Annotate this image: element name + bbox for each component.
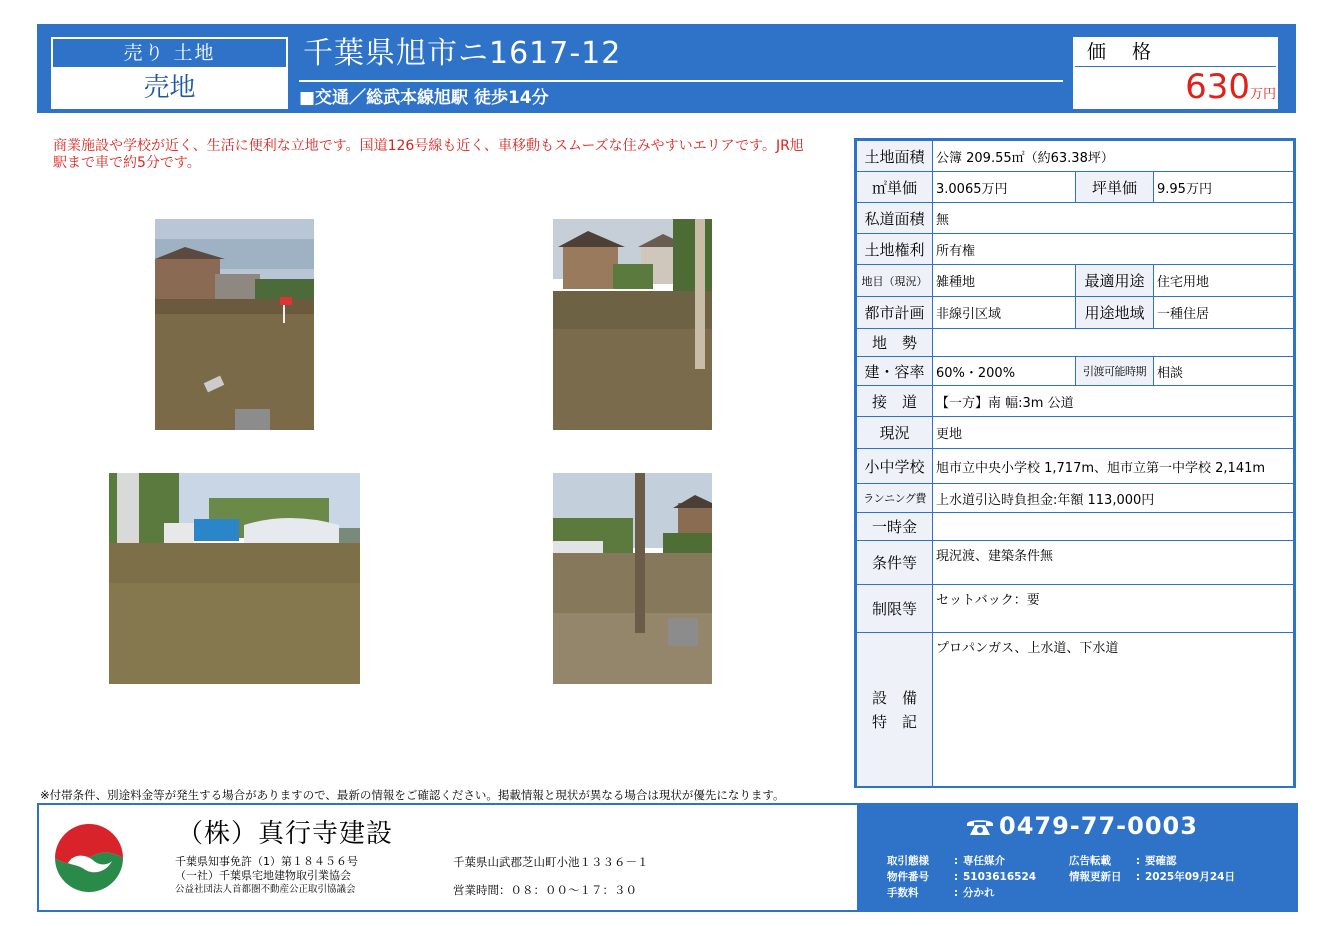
contact-info-left: 取引態様 : 専任媒介 物件番号 : 5103616524 手数料 : 分かれ [887,855,1037,899]
header-band [37,24,1296,113]
private-road-value: 無 [933,203,1294,234]
updated-value: 2025年09月24日 [1145,871,1235,883]
contact-panel [857,803,1298,912]
phone-number-group[interactable] [965,811,1198,841]
land-rights-label: 土地権利 [857,234,933,265]
ad-value: 要確認 [1145,855,1177,867]
property-no-value: 5103616524 [963,871,1037,883]
conditions-label: 条件等 [857,541,933,585]
best-use-value: 住宅用地 [1154,265,1294,297]
conditions-value: 現況渡、建築条件無 [933,541,1294,585]
price-box [1073,37,1278,109]
company-logo [54,823,124,893]
facilities-label [857,633,933,787]
price-value: 630 [1185,67,1250,107]
schools-label: 小中学校 [857,449,933,484]
handover-value: 相談 [1154,357,1294,386]
listing-type-box [51,37,288,109]
contact-info-right: 広告転載 : 要確認 情報更新日 : 2025年09月24日 [1069,855,1235,883]
tsubo-price-label: 坪単価 [1076,172,1154,203]
lump-sum-label: 一時金 [857,513,933,541]
updated-label: 情報更新日 [1069,871,1122,883]
company-address: 千葉県山武郡芝山町小池１３３６－１ [453,855,649,869]
sqm-price-value: 3.0065万円 [933,172,1076,203]
facilities-label-line-1: 設 備 [871,688,917,707]
ad-label: 広告転載 [1069,855,1111,867]
land-category-label: 地目（現況） [857,265,933,297]
disclaimer-note: ※付帯条件、別途料金等が発生する場合がありますので、最新の情報をご確認ください。掲載情報と現状が異なる場合は現状が優先になります。 [40,788,785,802]
phone-icon [965,815,995,839]
handover-label: 引渡可能時期 [1076,357,1154,386]
deal-type-label: 取引態様 [887,855,929,867]
running-cost-label: ランニング費 [857,484,933,513]
license-line-1: 千葉県知事免許（1）第１８４５６号 [175,855,358,868]
facilities-label-line-2: 特 記 [871,712,917,731]
property-description: 商業施設や学校が近く、生活に便利な立地です。国道126号線も近く、車移動もスムーズな住みやすいエリアです。JR旭駅まで車で約5分です。 [53,138,804,171]
property-photo-4 [553,473,712,684]
status-value: 更地 [933,417,1294,449]
fee-value: 分かれ [963,887,995,899]
footer [37,803,1296,912]
price-label: 価 格 [1075,39,1276,67]
land-area-value: 公簿 209.55㎡（約63.38坪） [933,141,1294,172]
zoning-label: 用途地域 [1076,297,1154,329]
listing-category: 売り 土地 [53,39,286,67]
best-use-label: 最適用途 [1076,265,1154,297]
fee-label: 手数料 [887,887,919,899]
status-label: 現況 [857,417,933,449]
facilities-value: プロパンガス、上水道、下水道 [933,633,1294,787]
terrain-label: 地 勢 [857,329,933,357]
land-rights-value: 所有権 [933,234,1294,265]
road-value: 【一方】南 幅:3m 公道 [933,386,1294,417]
deal-type-value: 専任媒介 [963,855,1005,867]
running-cost-value: 上水道引込時負担金:年額 113,000円 [933,484,1294,513]
address-divider [299,80,1063,82]
property-photo-3 [109,473,360,684]
listing-type: 売地 [143,73,196,103]
restrictions-label: 制限等 [857,585,933,633]
terrain-value [933,329,1294,357]
sqm-price-label: ㎡単価 [857,172,933,203]
property-no-label: 物件番号 [887,871,929,883]
coverage-label: 建・容率 [857,357,933,386]
property-photo-1 [155,219,314,430]
schools-value: 旭市立中央小学校 1,717m、旭市立第一中学校 2,141m [933,449,1294,484]
tsubo-price-value: 9.95万円 [1154,172,1294,203]
land-area-label: 土地面積 [857,141,933,172]
phone-number[interactable]: 0479-77-0003 [999,812,1198,840]
zoning-value: 一種住居 [1154,297,1294,329]
spec-table [854,138,1296,788]
private-road-label: 私道面積 [857,203,933,234]
company-name: （株）真行寺建設 [177,819,394,849]
license-line-2: （一社）千葉県宅地建物取引業協会 [175,869,351,882]
access-info: ■交通／総武本線旭駅 徒歩14分 [299,88,549,108]
price-unit: 万円 [1249,87,1276,102]
restrictions-value: セットバック：要 [933,585,1294,633]
property-address: 千葉県旭市ニ1617-12 [303,36,622,71]
license-line-3: 公益社団法人首都圏不動産公正取引協議会 [175,884,356,895]
license-info [175,855,358,897]
road-label: 接 道 [857,386,933,417]
business-hours: 営業時間：０８：００～１７：３０ [453,883,637,897]
city-planning-value: 非線引区域 [933,297,1076,329]
property-photo-2 [553,219,712,430]
city-planning-label: 都市計画 [857,297,933,329]
land-category-value: 雑種地 [933,265,1076,297]
price-value-group [1185,67,1276,107]
lump-sum-value [933,513,1294,541]
coverage-value: 60%・200% [933,357,1076,386]
